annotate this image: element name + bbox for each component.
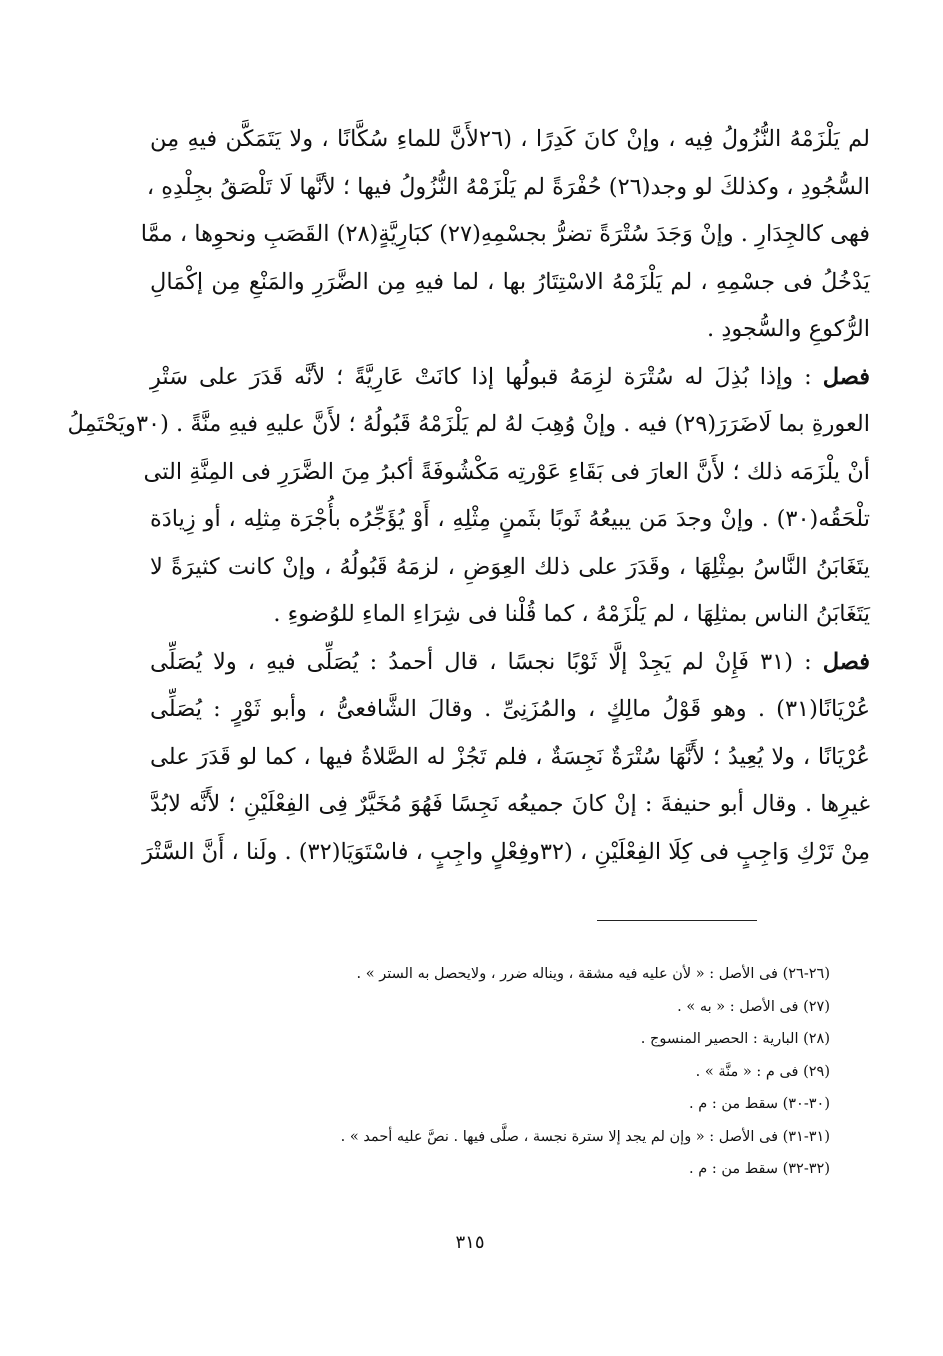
text-line [150,259,870,307]
footnote: (٢٦-٢٦) فى الأصل : « لأن عليه فيه مشقة ، ويناله ضرر ، ولايحصل به الستر » . [356,966,830,982]
text-segment: يَتَغَابَنُ الناس بمثلِهَا ، لم يَلْزَمْهُ ، كما قُلْنا فى شِرَاءِ الماءِ للوُضوءِ . [273,601,870,627]
page-number: ٣١٥ [455,1232,485,1253]
text-line [142,829,870,877]
text-segment: لم يَلْزَمْهُ النُّزُولُ فِيه ، وإنْ كانَ كَدِرًا ، (٢٦لأَنَّ للماءِ سُكَّانًا ، ولا يَتَمَكَّن فيهِ مِن [150,126,871,152]
text-line [150,591,870,639]
text-line [150,686,870,734]
text-segment: يَدْخُلُ فى جسْمِهِ ، لم يَلْزَمْهُ الاسْتِتَارُ بها ، لما فيهِ مِن الضَّرَرِ والمَنْعِ مِن إكْمَالِ [150,268,870,295]
footnote: (٢٧) فى الأصل : « به » . [677,998,830,1015]
text-line [146,164,870,212]
text-segment: أنْ يلْزَمَه ذلك ؛ لأَنَّ العارَ فى بَقَاءِ عَوْرتِه مَكْشُوفَةً أكبرُ مِنَ الضَّرَرِ فى المِنَّةِ التى [143,458,870,485]
footnotes [220,958,830,1186]
text-line [140,211,870,259]
text-line [150,116,870,164]
text-segment: فهى كالجِدَارِ . وإنْ وَجَدَ سُتْرَةً تضرُّ بجسْمِهِ(٢٧) كبَارِيَّةٍ(٢٨) القَصَبِ ونحوِها ، ممَّا [140,221,870,247]
footnote: (٢٩) فى م : « منَّة » . [695,1063,830,1080]
text-line [67,401,870,449]
text-segment: : (٣١ فَإِنْ لم يَجِدْ إلَّا ثَوْبًا نجسًا ، قال أحمدُ : يُصَلِّى فيهِ ، ولا يُصَلِّى [150,648,823,675]
text-segment: غيرِها . وقال أبو حنيفةَ : إنْ كانَ جميعُه نَجِسًا فَهُوَ مُخَيَّرٌ فِى الفِعْلَيْنِ ؛ لأَنَّه لابُدَّ [150,791,870,817]
text-segment: : وإذا بُذِلَ له سُتْرَة لزِمَهُ قبولُها إذا كانَتْ عَارِيَّةً ؛ لأنَّه قَدَرَ على سَتْرِ [150,363,823,390]
text-line [150,496,870,544]
section-heading: فصل [822,363,870,390]
text-line [150,781,870,829]
text-line [150,544,870,592]
main-text [67,116,871,876]
text-line [150,354,870,402]
footnote: (٣٢-٣٢) سقط من : م . [689,1161,830,1177]
text-segment: عُرْيَانًا ، ولا يُعِيدُ ؛ لأَنَّهَا سُتْرَةٌ نَجِسَةٌ ، فلم تَجُزْ له الصَّلاةُ فيها ، كما لو قَدَرَ على [150,743,870,770]
text-segment: السُّجُودِ ، وكذلكَ لو وجد(٢٦) حُفْرَةً لم يَلْزَمْهُ النُّزُولُ فيها ؛ لأنَّها لَا تَلْصَقُ بجِلْدِهِ ، [146,173,870,200]
footnote-separator [597,920,757,921]
text-segment: تلْحَقُه(٣٠) . وإنْ وجدَ مَن يبيعُهُ ثَوبًا بثَمنٍ مِثْلِهِ ، أَوْ يُؤَجِّرُه بأُجْرَة مِثلِه ، أو زِيادَة [150,506,870,532]
footnote: (٣١-٣١) فى الأصل : « وإن لم يجد إلا سترة نجسة ، صلَّى فيها . نصَّ عليه أحمد » . [340,1128,830,1145]
footnote: (٢٨) البارية : الحصير المنسوج . [640,1031,830,1047]
text-segment: الرُّكوعِ والسُّجودِ . [707,316,870,342]
text-segment: عُرْيَانًا(٣١) . وهو قَوْلُ مالِكٍ ، والمُزَنِىِّ . وقالَ الشَّافعىُّ ، وأبو ثَوْرٍ : يُصَلِّى [150,696,870,722]
text-line [150,734,870,782]
text-line [150,306,870,354]
text-segment: العورةِ بما لَاضَرَرَ(٢٩) فيه . وإنْ وُهِبَ لهُ لم يَلْزَمْهُ قَبُولُهُ ؛ لأَنَّ عليهِ فيهِ منَّةً . (٣٠ويَحْتَمِلُ [67,411,870,437]
section-heading: فصل [822,648,870,675]
text-segment: مِنْ تَرْكِ وَاجِبٍ فى كِلَا الفِعْلَيْنِ ، (٣٢وفِعْلٍ واجِبٍ ، فاسْتَوَيَا(٣٢) . ولَنا ، أَنَّ السَّتْرَ [142,838,870,865]
text-line [143,449,870,497]
text-segment: يتَغَابَنُ النَّاسُ بمِثْلِهَا ، وقَدَرَ على ذلك العِوَضِ ، لزمَهُ قَبُولُهُ ، وإنْ كانت كثيرَةً لا [150,553,870,580]
footnote: (٣٠-٣٠) سقط من : م . [689,1096,830,1112]
text-line [150,639,870,687]
